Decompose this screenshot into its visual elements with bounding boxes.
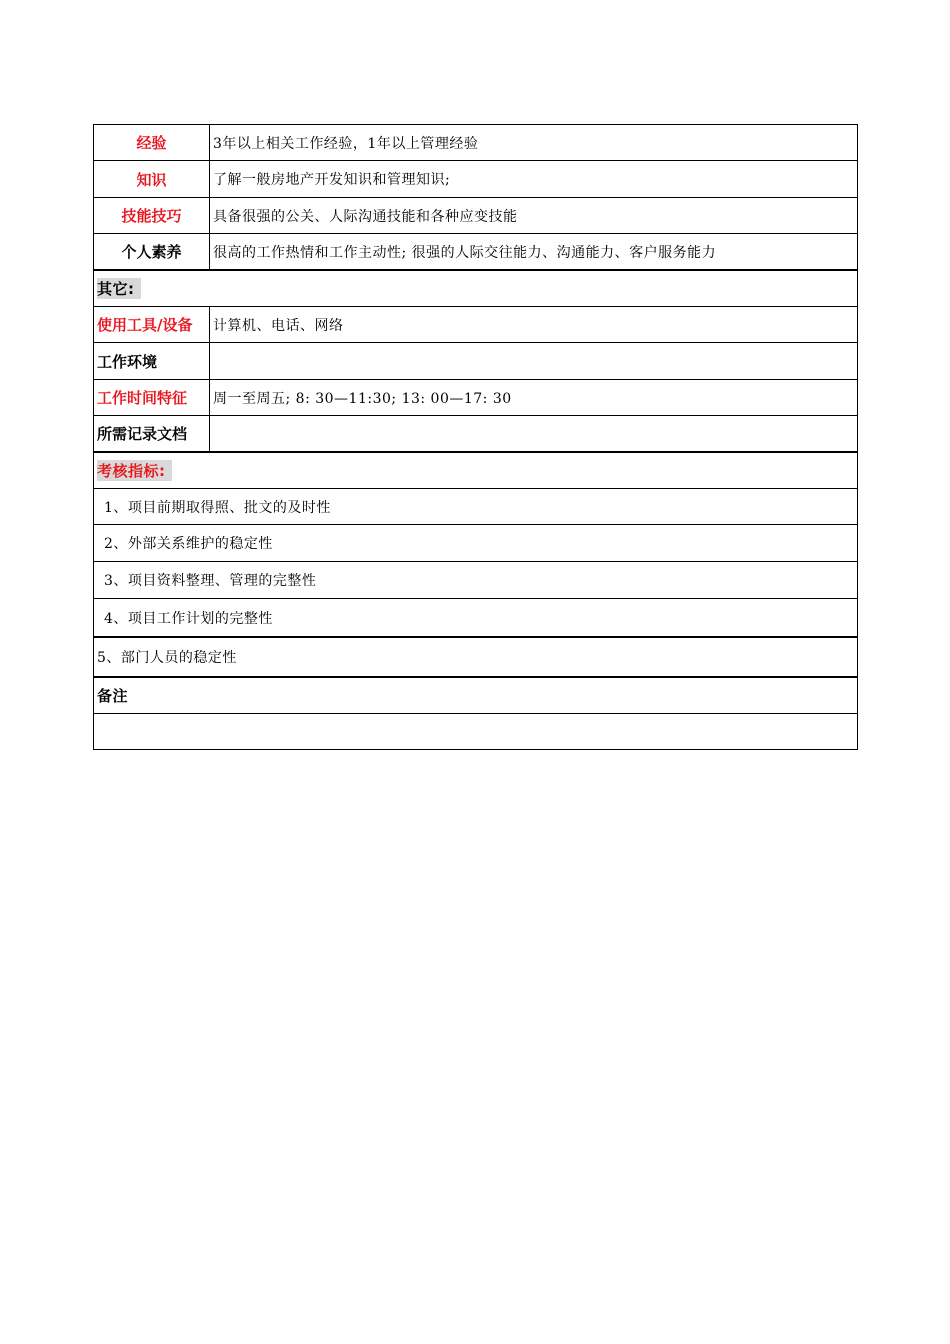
row-skills — [94, 198, 857, 234]
row-experience — [94, 125, 857, 161]
label-environment: 工作环境 — [94, 343, 210, 379]
section-remarks — [94, 678, 857, 714]
row-knowledge — [94, 161, 857, 198]
remarks-content-row — [94, 714, 857, 749]
kpi-item-2: 2、外部关系维护的稳定性 — [104, 536, 273, 552]
value-personal-quality: 很高的工作热情和工作主动性; 很强的人际交往能力、沟通能力、客户服务能力 — [213, 244, 717, 261]
section-kpi — [94, 453, 857, 489]
label-tools: 使用工具/设备 — [94, 307, 210, 342]
job-description-table — [93, 124, 858, 750]
section-remarks-title: 备注 — [97, 687, 129, 705]
kpi-item — [94, 489, 857, 525]
value-skills: 具备很强的公关、人际沟通技能和各种应变技能 — [213, 208, 518, 225]
value-documents — [210, 416, 857, 451]
kpi-item — [94, 562, 857, 599]
row-documents — [94, 416, 857, 453]
label-experience: 经验 — [94, 125, 210, 160]
row-environment — [94, 343, 857, 380]
row-tools — [94, 307, 857, 343]
label-knowledge: 知识 — [94, 161, 210, 197]
label-documents: 所需记录文档 — [94, 416, 210, 451]
kpi-item-1: 1、项目前期取得照、批文的及时性 — [104, 499, 331, 516]
row-personal-quality — [94, 234, 857, 271]
label-work-time: 工作时间特征 — [94, 380, 210, 415]
remarks-value — [94, 714, 857, 749]
kpi-item — [94, 638, 857, 678]
value-knowledge: 了解一般房地产开发知识和管理知识; — [213, 172, 451, 188]
value-work-time: 周一至周五; 8: 30—11:30; 13: 00—17: 30 — [213, 390, 512, 407]
section-other-title: 其它: — [97, 278, 141, 299]
value-tools: 计算机、电话、网络 — [213, 317, 344, 334]
label-skills: 技能技巧 — [94, 198, 210, 233]
kpi-item-3: 3、项目资料整理、管理的完整性 — [104, 573, 317, 589]
value-environment — [210, 343, 857, 379]
section-kpi-title: 考核指标: — [97, 460, 172, 481]
row-work-time — [94, 380, 857, 416]
kpi-item — [94, 525, 857, 562]
label-personal-quality: 个人素养 — [94, 234, 210, 269]
kpi-item — [94, 599, 857, 638]
value-experience: 3年以上相关工作经验，1年以上管理经验 — [213, 135, 479, 152]
kpi-item-5: 5、部门人员的稳定性 — [97, 650, 237, 666]
section-other — [94, 271, 857, 307]
kpi-item-4: 4、项目工作计划的完整性 — [104, 610, 273, 627]
